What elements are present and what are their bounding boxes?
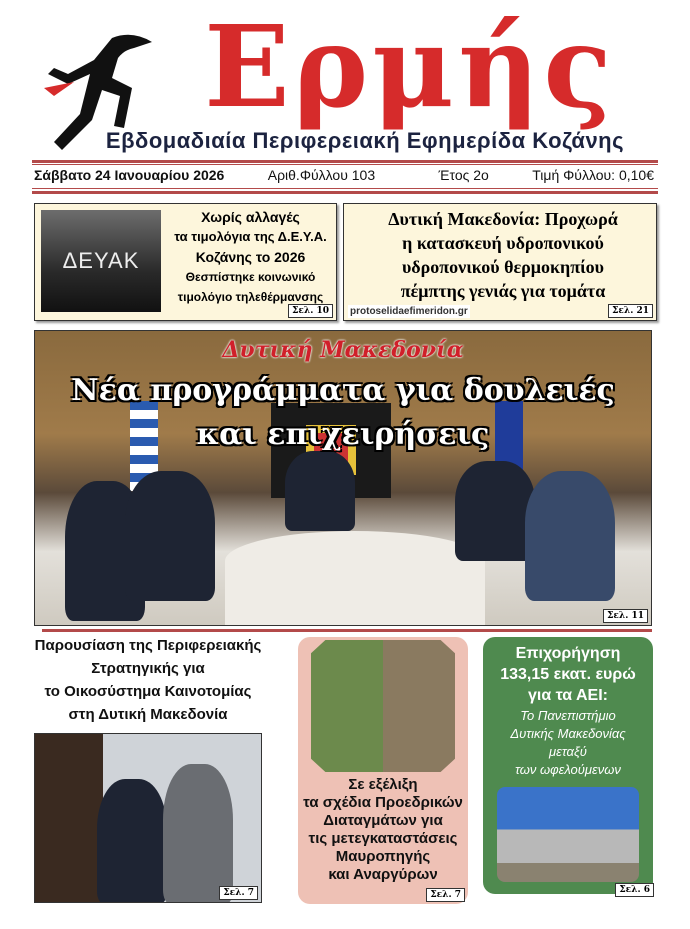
headline-line: και Αναργύρων [328, 866, 438, 883]
masthead-subtitle: Εβδομαδιαία Περιφερειακή Εφημερίδα Κοζάνης [105, 128, 625, 153]
headline-line: Χωρίς αλλαγές [201, 209, 300, 225]
headline-line: στη Δυτική Μακεδονία [68, 706, 228, 723]
person [285, 451, 355, 531]
headline-line: Παρουσίαση της Περιφερειακής [34, 637, 262, 654]
headline-line: τα σχέδια Προεδρικών [303, 794, 463, 811]
headline-line: Διαταγμάτων για [323, 812, 443, 829]
headline-line: τιμολόγιο τηλεθέρμανσης [177, 290, 324, 304]
subtitle-line: των ωφελούμενων [515, 762, 621, 777]
story-deyak[interactable] [34, 203, 337, 321]
watermark: protoselidaefimeridon.gr [350, 306, 468, 317]
issue-date: Σάββατο 24 Ιανουαρίου 2026 [34, 167, 225, 183]
headline-line: για τα ΑΕΙ: [527, 687, 608, 704]
headline-line: Σε εξέλιξη [348, 776, 418, 793]
divider [32, 160, 658, 163]
university-building-photo [497, 787, 639, 882]
headline-line: Κοζάνης το 2026 [195, 249, 306, 265]
lead-headline [35, 369, 651, 457]
headline-line: Νέα προγράμματα για δουλειές [71, 373, 615, 408]
page-ref: Σελ. 7 [426, 888, 465, 902]
aerial-photo [311, 640, 455, 772]
page-ref: Σελ. 6 [615, 883, 654, 897]
story-relocation-headline [298, 776, 468, 884]
headline-line: πέμπτης γενιάς για τομάτα [400, 281, 606, 301]
story-innovation-photo[interactable] [34, 733, 262, 903]
person [97, 779, 167, 903]
story-innovation-headline[interactable] [18, 634, 278, 726]
deyak-logo: ΔΕΥΑΚ [62, 248, 140, 273]
story-hydroponic-headline [350, 207, 656, 303]
story-deyak-headline [163, 207, 338, 307]
headline-line: Στρατηγικής για [91, 660, 205, 677]
meeting-table [225, 531, 485, 626]
person [163, 764, 233, 903]
headline-line: η κατασκευή υδροπονικού [402, 233, 604, 253]
page-ref: Σελ. 11 [603, 609, 648, 623]
headline-line: τα τιμολόγια της Δ.Ε.Υ.Α. [174, 229, 327, 244]
person [525, 471, 615, 601]
divider [42, 629, 652, 632]
lead-story-photo[interactable] [34, 330, 652, 626]
story-university-subtitle [483, 707, 653, 779]
headline-line: Θεσπίστηκε κοινωνικό [185, 270, 316, 284]
headline-line: και επιχειρήσεις [196, 417, 490, 452]
headline-line: 133,15 εκατ. ευρώ [500, 666, 636, 683]
headline-line: τις μετεγκαταστάσεις [308, 830, 458, 847]
headline-line: Επιχορήγηση [515, 645, 621, 662]
divider [32, 191, 658, 194]
subtitle-line: μεταξύ [549, 744, 587, 759]
deyak-photo [41, 210, 161, 312]
issue-info-bar [34, 167, 654, 183]
issue-price: Τιμή Φύλλου: 0,10€ [532, 167, 654, 183]
headline-line: το Οικοσύστημα Καινοτομίας [44, 683, 252, 700]
masthead-title: Ερμής [204, 2, 616, 133]
subtitle-line: Το Πανεπιστήμιο [520, 708, 616, 723]
headline-line: υδροπονικού θερμοκηπίου [401, 257, 605, 277]
divider [32, 164, 658, 165]
headline-line: Μαυροπηγής [335, 848, 431, 865]
page-ref: Σελ. 7 [219, 886, 258, 900]
person [455, 461, 535, 561]
story-relocation[interactable] [298, 637, 468, 904]
issue-number: Αριθ.Φύλλου 103 [267, 167, 376, 183]
story-university-headline [483, 643, 653, 706]
issue-year: Έτος 2ο [438, 167, 489, 183]
divider [32, 188, 658, 189]
lead-kicker: Δυτική Μακεδονία [222, 337, 464, 363]
page-ref: Σελ. 21 [608, 304, 653, 318]
subtitle-line: Δυτικής Μακεδονίας [510, 726, 626, 741]
story-hydroponic[interactable] [343, 203, 657, 321]
person [125, 471, 215, 601]
headline-line: Δυτική Μακεδονία: Προχωρά [388, 209, 618, 229]
page-ref: Σελ. 10 [288, 304, 333, 318]
story-university[interactable] [483, 637, 653, 894]
